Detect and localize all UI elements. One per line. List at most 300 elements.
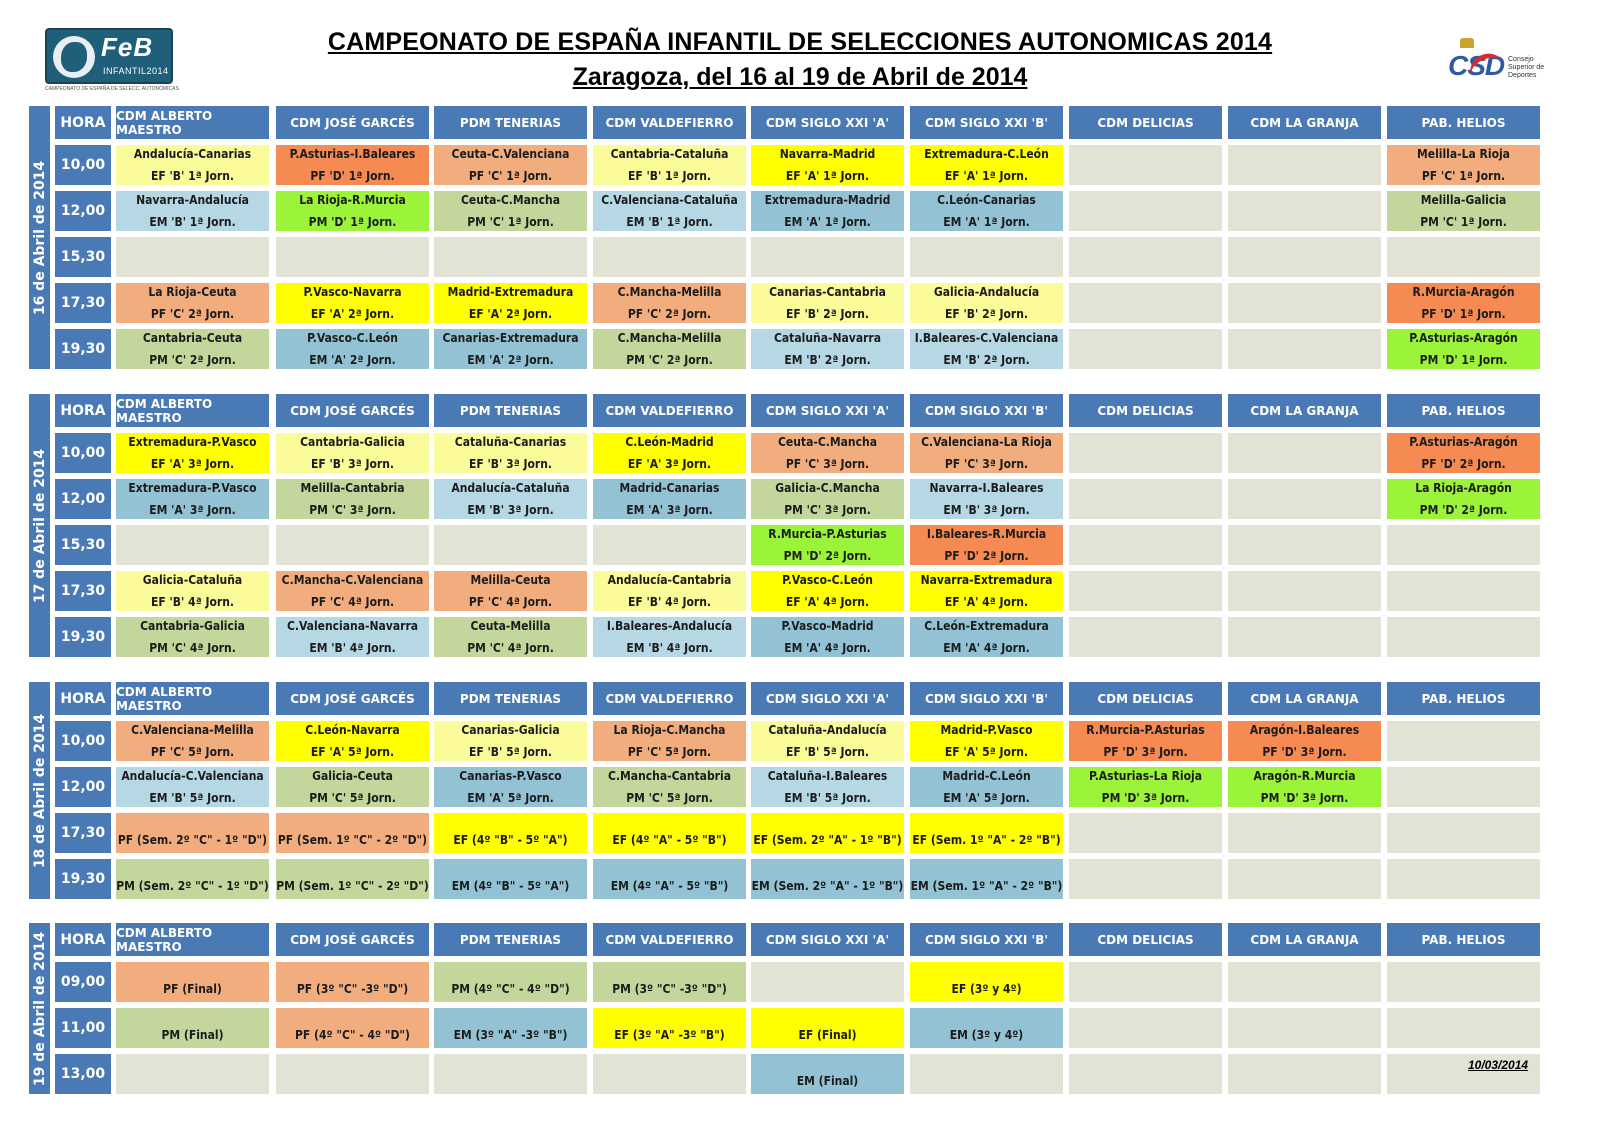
match-group-round: EM 'B' 1ª Jorn. xyxy=(149,215,236,229)
match-teams: I.Baleares-Andalucía xyxy=(606,619,733,633)
empty-slot xyxy=(116,1054,269,1094)
match-teams: Navarra-Madrid xyxy=(779,147,876,161)
venue-header: PAB. HELIOS xyxy=(1387,682,1540,715)
venue-header: CDM ALBERTO MAESTRO xyxy=(116,394,269,427)
match-group-round: EF 'B' 4ª Jorn. xyxy=(150,595,234,609)
match-cell xyxy=(276,767,429,807)
match-cell xyxy=(751,767,904,807)
match-cell xyxy=(910,479,1063,519)
match-teams: Madrid-C.León xyxy=(942,769,1031,783)
empty-slot xyxy=(1228,617,1381,657)
match-cell xyxy=(1069,767,1222,807)
match-cell xyxy=(910,721,1063,761)
venue-header: CDM JOSÉ GARCÉS xyxy=(276,923,429,956)
venue-header: CDM VALDEFIERRO xyxy=(593,106,746,139)
match-cell xyxy=(751,1054,904,1094)
match-teams: I.Baleares-C.Valenciana xyxy=(914,331,1059,345)
match-cell xyxy=(276,813,429,853)
match-cell xyxy=(751,1008,904,1048)
match-cell xyxy=(434,283,587,323)
match-teams: C.Mancha-Cantabria xyxy=(608,769,731,783)
match-cell xyxy=(434,767,587,807)
match-teams: Galicia-Andalucía xyxy=(933,285,1040,299)
match-cell xyxy=(434,191,587,231)
match-cell xyxy=(751,329,904,369)
match-group-round: EF 'A' 3ª Jorn. xyxy=(627,457,712,471)
hora-header: HORA xyxy=(55,394,111,427)
match-cell xyxy=(751,721,904,761)
match-teams: Cataluña-I.Baleares xyxy=(767,769,888,783)
empty-slot xyxy=(1387,571,1540,611)
match-cell xyxy=(910,962,1063,1002)
time-slot: 17,30 xyxy=(55,571,111,611)
match-teams: C.Mancha-Melilla xyxy=(617,285,722,299)
venue-header: CDM SIGLO XXI 'A' xyxy=(751,394,904,427)
match-group-round: EF 'B' 4ª Jorn. xyxy=(627,595,711,609)
venue-header: PAB. HELIOS xyxy=(1387,106,1540,139)
match-teams: Ceuta-C.Valenciana xyxy=(451,147,570,161)
match-teams: Madrid-P.Vasco xyxy=(940,723,1033,737)
empty-slot xyxy=(1228,283,1381,323)
venue-header: PDM TENERIAS xyxy=(434,923,587,956)
match-group-round: PM 'D' 1ª Jorn. xyxy=(1419,353,1508,367)
match-group-round: PF 'C' 5ª Jorn. xyxy=(627,745,712,759)
match-label: PM (Sem. 2º "C" - 1º "D") xyxy=(116,879,269,893)
time-slot: 19,30 xyxy=(55,859,111,899)
match-cell xyxy=(434,962,587,1002)
match-group-round: PM 'C' 3ª Jorn. xyxy=(784,503,871,517)
empty-slot xyxy=(593,1054,746,1094)
match-group-round: EF 'A' 2ª Jorn. xyxy=(468,307,553,321)
match-cell xyxy=(276,479,429,519)
match-group-round: EF 'A' 2ª Jorn. xyxy=(310,307,395,321)
match-cell xyxy=(116,329,269,369)
match-teams: Canarias-Extremadura xyxy=(442,331,579,345)
match-label: EM (Final) xyxy=(796,1074,859,1088)
match-group-round: EM 'A' 1ª Jorn. xyxy=(784,215,871,229)
empty-slot xyxy=(1387,767,1540,807)
empty-slot xyxy=(1387,813,1540,853)
match-cell xyxy=(593,962,746,1002)
day-label-text: 19 de Abril de 2014 xyxy=(31,931,48,1086)
venue-header: CDM SIGLO XXI 'B' xyxy=(910,682,1063,715)
empty-slot xyxy=(116,525,269,565)
empty-slot xyxy=(1228,813,1381,853)
empty-slot xyxy=(910,237,1063,277)
match-teams: Andalucía-C.Valenciana xyxy=(121,769,264,783)
match-teams: Navarra-I.Baleares xyxy=(929,481,1044,495)
match-group-round: EF 'B' 5ª Jorn. xyxy=(468,745,552,759)
venue-header: CDM ALBERTO MAESTRO xyxy=(116,106,269,139)
match-cell xyxy=(116,433,269,473)
empty-slot xyxy=(1387,617,1540,657)
empty-slot xyxy=(1069,617,1222,657)
hora-header: HORA xyxy=(55,923,111,956)
match-cell xyxy=(276,859,429,899)
match-label: PF (Sem. 1º "C" - 2º "D") xyxy=(277,833,428,847)
match-group-round: EM 'A' 2ª Jorn. xyxy=(309,353,396,367)
match-teams: Cantabria-Ceuta xyxy=(142,331,243,345)
match-teams: Canarias-Cantabria xyxy=(769,285,886,299)
match-teams: P.Asturias-Aragón xyxy=(1409,331,1518,345)
time-slot: 15,30 xyxy=(55,237,111,277)
match-teams: Canarias-P.Vasco xyxy=(459,769,562,783)
empty-slot xyxy=(1228,962,1381,1002)
match-cell xyxy=(434,813,587,853)
match-group-round: EM 'A' 4ª Jorn. xyxy=(943,641,1030,655)
venue-header: CDM SIGLO XXI 'A' xyxy=(751,682,904,715)
venue-header: CDM ALBERTO MAESTRO xyxy=(116,923,269,956)
match-group-round: EF 'A' 1ª Jorn. xyxy=(944,169,1029,183)
empty-slot xyxy=(1069,859,1222,899)
empty-slot xyxy=(434,237,587,277)
match-cell xyxy=(116,813,269,853)
match-teams: R.Murcia-P.Asturias xyxy=(1086,723,1205,737)
match-cell xyxy=(910,617,1063,657)
match-cell xyxy=(910,283,1063,323)
empty-slot xyxy=(910,1054,1063,1094)
empty-slot xyxy=(1387,721,1540,761)
match-cell xyxy=(751,479,904,519)
match-teams: P.Vasco-Navarra xyxy=(303,285,402,299)
venue-header: CDM JOSÉ GARCÉS xyxy=(276,682,429,715)
match-group-round: PM 'C' 1ª Jorn. xyxy=(1420,215,1507,229)
time-slot: 12,00 xyxy=(55,767,111,807)
empty-slot xyxy=(1228,237,1381,277)
venue-header: CDM ALBERTO MAESTRO xyxy=(116,682,269,715)
match-teams: Andalucía-Cataluña xyxy=(451,481,570,495)
match-cell xyxy=(116,962,269,1002)
match-cell xyxy=(276,145,429,185)
venue-header: PAB. HELIOS xyxy=(1387,394,1540,427)
match-cell xyxy=(434,145,587,185)
day-label-text: 16 de Abril de 2014 xyxy=(31,160,48,315)
match-cell xyxy=(1387,329,1540,369)
venue-header: PDM TENERIAS xyxy=(434,106,587,139)
match-teams: Extremadura-Madrid xyxy=(764,193,891,207)
match-teams: Galicia-C.Mancha xyxy=(775,481,880,495)
match-group-round: EM 'A' 2ª Jorn. xyxy=(467,353,554,367)
empty-slot xyxy=(276,525,429,565)
match-group-round: PF 'D' 2ª Jorn. xyxy=(1421,457,1506,471)
match-group-round: EM 'B' 3ª Jorn. xyxy=(467,503,554,517)
match-cell xyxy=(593,1008,746,1048)
match-group-round: EM 'B' 5ª Jorn. xyxy=(149,791,236,805)
page-title: CAMPEONATO DE ESPAÑA INFANTIL DE SELECCIONES AUTONOMICAS 2014 xyxy=(327,28,1273,56)
match-teams: Galicia-Ceuta xyxy=(312,769,393,783)
match-group-round: EM 'A' 1ª Jorn. xyxy=(943,215,1030,229)
match-cell xyxy=(593,145,746,185)
match-group-round: EF 'B' 3ª Jorn. xyxy=(468,457,552,471)
venue-header: CDM SIGLO XXI 'A' xyxy=(751,923,904,956)
basketball-player-icon xyxy=(53,36,95,78)
match-group-round: PF 'D' 3ª Jorn. xyxy=(1103,745,1188,759)
match-label: EF (Sem. 1º "A" - 2º "B") xyxy=(912,833,1061,847)
match-cell xyxy=(751,191,904,231)
venue-header: PDM TENERIAS xyxy=(434,394,587,427)
match-group-round: EF 'A' 4ª Jorn. xyxy=(785,595,870,609)
empty-slot xyxy=(1069,145,1222,185)
venue-header: CDM LA GRANJA xyxy=(1228,394,1381,427)
match-teams: Canarias-Galicia xyxy=(461,723,560,737)
match-cell xyxy=(593,283,746,323)
match-cell xyxy=(116,617,269,657)
match-cell xyxy=(593,191,746,231)
empty-slot xyxy=(1228,571,1381,611)
match-cell xyxy=(751,571,904,611)
match-group-round: EM 'B' 4ª Jorn. xyxy=(626,641,713,655)
match-group-round: PM 'C' 2ª Jorn. xyxy=(626,353,713,367)
match-cell xyxy=(751,145,904,185)
match-group-round: PM 'C' 4ª Jorn. xyxy=(149,641,236,655)
empty-slot xyxy=(434,525,587,565)
match-label: PF (3º "C" -3º "D") xyxy=(296,982,409,996)
match-cell xyxy=(751,859,904,899)
empty-slot xyxy=(1387,859,1540,899)
match-group-round: PF 'C' 1ª Jorn. xyxy=(468,169,553,183)
match-cell xyxy=(116,767,269,807)
match-label: EM (4º "B" - 5º "A") xyxy=(451,879,570,893)
match-teams: La Rioja-Aragón xyxy=(1415,481,1512,495)
match-teams: La Rioja-R.Murcia xyxy=(299,193,406,207)
match-group-round: PF 'C' 4ª Jorn. xyxy=(310,595,395,609)
match-teams: Andalucía-Canarias xyxy=(133,147,252,161)
match-cell xyxy=(593,617,746,657)
match-group-round: PF 'C' 5ª Jorn. xyxy=(150,745,235,759)
time-slot: 11,00 xyxy=(55,1008,111,1048)
match-cell xyxy=(593,767,746,807)
match-label: PM (3º "C" -3º "D") xyxy=(612,982,727,996)
match-cell xyxy=(434,721,587,761)
empty-slot xyxy=(1069,962,1222,1002)
match-cell xyxy=(276,1008,429,1048)
page-subtitle: Zaragoza, del 16 al 19 de Abril de 2014 xyxy=(572,63,1028,91)
empty-slot xyxy=(1228,859,1381,899)
match-cell xyxy=(751,525,904,565)
match-cell xyxy=(276,329,429,369)
match-cell xyxy=(1387,433,1540,473)
match-cell xyxy=(434,1008,587,1048)
venue-header: CDM LA GRANJA xyxy=(1228,923,1381,956)
match-group-round: PF 'D' 2ª Jorn. xyxy=(944,549,1029,563)
match-teams: Melilla-Galicia xyxy=(1420,193,1507,207)
empty-slot xyxy=(1069,283,1222,323)
match-label: EF (Final) xyxy=(798,1028,857,1042)
match-label: EM (4º "A" - 5º "B") xyxy=(610,879,729,893)
match-group-round: PF 'C' 2ª Jorn. xyxy=(627,307,712,321)
match-cell xyxy=(434,433,587,473)
match-label: PF (4º "C" - 4º "D") xyxy=(294,1028,410,1042)
match-label: PF (Sem. 2º "C" - 1º "D") xyxy=(117,833,268,847)
venue-header: CDM DELICIAS xyxy=(1069,923,1222,956)
venue-header: CDM DELICIAS xyxy=(1069,394,1222,427)
empty-slot xyxy=(1387,525,1540,565)
match-cell xyxy=(1228,767,1381,807)
match-teams: I.Baleares-R.Murcia xyxy=(926,527,1047,541)
time-slot: 10,00 xyxy=(55,433,111,473)
empty-slot xyxy=(1069,571,1222,611)
match-cell xyxy=(1069,721,1222,761)
match-teams: Extremadura-P.Vasco xyxy=(128,481,257,495)
match-group-round: EF 'A' 4ª Jorn. xyxy=(944,595,1029,609)
match-group-round: PM 'C' 1ª Jorn. xyxy=(467,215,554,229)
match-cell xyxy=(593,479,746,519)
day-label xyxy=(29,106,50,369)
match-cell xyxy=(910,571,1063,611)
match-cell xyxy=(1387,283,1540,323)
time-slot: 13,00 xyxy=(55,1054,111,1094)
empty-slot xyxy=(1069,1008,1222,1048)
match-cell xyxy=(910,433,1063,473)
venue-header: CDM SIGLO XXI 'B' xyxy=(910,106,1063,139)
hora-header: HORA xyxy=(55,682,111,715)
match-teams: Cataluña-Andalucía xyxy=(768,723,887,737)
match-label: PF (Final) xyxy=(163,982,222,996)
match-label: PM (Sem. 1º "C" - 2º "D") xyxy=(276,879,429,893)
match-teams: Aragón-R.Murcia xyxy=(1253,769,1356,783)
match-teams: P.Vasco-C.León xyxy=(782,573,873,587)
match-group-round: EM 'A' 4ª Jorn. xyxy=(784,641,871,655)
match-teams: C.León-Madrid xyxy=(625,435,714,449)
match-label: EM (Sem. 1º "A" - 2º "B") xyxy=(910,879,1063,893)
empty-slot xyxy=(1069,1054,1222,1094)
day-label xyxy=(29,923,50,1094)
match-cell xyxy=(910,813,1063,853)
empty-slot xyxy=(116,237,269,277)
match-teams: Ceuta-C.Mancha xyxy=(461,193,560,207)
empty-slot xyxy=(276,237,429,277)
empty-slot xyxy=(593,525,746,565)
match-cell xyxy=(116,859,269,899)
match-group-round: EF 'A' 5ª Jorn. xyxy=(310,745,395,759)
match-group-round: EF 'B' 5ª Jorn. xyxy=(785,745,869,759)
match-group-round: PM 'C' 5ª Jorn. xyxy=(626,791,713,805)
match-group-round: PF 'C' 4ª Jorn. xyxy=(468,595,553,609)
venue-header: PAB. HELIOS xyxy=(1387,923,1540,956)
empty-slot xyxy=(751,237,904,277)
match-group-round: EM 'B' 2ª Jorn. xyxy=(784,353,871,367)
match-cell xyxy=(1387,145,1540,185)
match-cell xyxy=(593,433,746,473)
match-cell xyxy=(751,617,904,657)
match-cell xyxy=(593,813,746,853)
match-group-round: PF 'C' 2ª Jorn. xyxy=(150,307,235,321)
match-label: EF (4º "B" - 5º "A") xyxy=(453,833,568,847)
match-teams: Navarra-Andalucía xyxy=(136,193,249,207)
match-teams: Cataluña-Canarias xyxy=(454,435,567,449)
match-teams: Andalucía-Cantabria xyxy=(607,573,732,587)
match-cell xyxy=(116,721,269,761)
time-slot: 09,00 xyxy=(55,962,111,1002)
match-cell xyxy=(116,479,269,519)
match-group-round: EF 'A' 5ª Jorn. xyxy=(944,745,1029,759)
match-group-round: EM 'B' 3ª Jorn. xyxy=(943,503,1030,517)
match-teams: Galicia-Cataluña xyxy=(142,573,243,587)
match-teams: Navarra-Extremadura xyxy=(920,573,1053,587)
venue-header: CDM LA GRANJA xyxy=(1228,682,1381,715)
time-slot: 10,00 xyxy=(55,145,111,185)
match-group-round: PF 'C' 3ª Jorn. xyxy=(944,457,1029,471)
match-cell xyxy=(434,571,587,611)
match-cell xyxy=(116,571,269,611)
match-teams: P.Asturias-Aragón xyxy=(1409,435,1518,449)
match-cell xyxy=(434,329,587,369)
match-teams: Madrid-Canarias xyxy=(619,481,720,495)
empty-slot xyxy=(1228,329,1381,369)
match-cell xyxy=(276,617,429,657)
empty-slot xyxy=(1387,962,1540,1002)
match-teams: Cantabria-Galicia xyxy=(300,435,405,449)
empty-slot xyxy=(1069,329,1222,369)
venue-header: CDM VALDEFIERRO xyxy=(593,682,746,715)
match-teams: C.Valenciana-Navarra xyxy=(286,619,419,633)
empty-slot xyxy=(1069,237,1222,277)
empty-slot xyxy=(1387,237,1540,277)
match-cell xyxy=(910,859,1063,899)
match-group-round: PM 'C' 2ª Jorn. xyxy=(149,353,236,367)
match-label: EM (3º "A" -3º "B") xyxy=(453,1028,568,1042)
match-group-round: PM 'D' 2ª Jorn. xyxy=(783,549,872,563)
match-cell xyxy=(910,145,1063,185)
match-group-round: PM 'D' 3ª Jorn. xyxy=(1101,791,1190,805)
match-group-round: EM 'A' 5ª Jorn. xyxy=(943,791,1030,805)
match-cell xyxy=(1387,191,1540,231)
match-group-round: PM 'C' 5ª Jorn. xyxy=(309,791,396,805)
match-cell xyxy=(116,145,269,185)
empty-slot xyxy=(1228,479,1381,519)
match-teams: R.Murcia-Aragón xyxy=(1412,285,1515,299)
match-cell xyxy=(434,479,587,519)
empty-slot xyxy=(434,1054,587,1094)
match-teams: Madrid-Extremadura xyxy=(447,285,574,299)
crown-icon xyxy=(1460,38,1474,48)
match-teams: C.Mancha-C.Valenciana xyxy=(281,573,424,587)
venue-header: CDM DELICIAS xyxy=(1069,106,1222,139)
match-teams: C.Mancha-Melilla xyxy=(617,331,722,345)
venue-header: CDM SIGLO XXI 'A' xyxy=(751,106,904,139)
day-label-text: 18 de Abril de 2014 xyxy=(31,713,48,868)
time-slot: 19,30 xyxy=(55,329,111,369)
match-cell xyxy=(751,283,904,323)
match-cell xyxy=(751,433,904,473)
match-teams: La Rioja-C.Mancha xyxy=(613,723,726,737)
match-teams: R.Murcia-P.Asturias xyxy=(768,527,887,541)
match-label: PM (Final) xyxy=(161,1028,224,1042)
venue-header: CDM LA GRANJA xyxy=(1228,106,1381,139)
empty-slot xyxy=(1069,479,1222,519)
csd-logo: CSD Consejo Superior de Deportes xyxy=(1448,36,1558,96)
match-cell xyxy=(276,721,429,761)
time-slot: 12,00 xyxy=(55,191,111,231)
time-slot: 10,00 xyxy=(55,721,111,761)
match-group-round: PF 'D' 1ª Jorn. xyxy=(310,169,395,183)
match-label: EF (3º y 4º) xyxy=(951,982,1022,996)
match-cell xyxy=(434,859,587,899)
match-group-round: EM 'B' 4ª Jorn. xyxy=(309,641,396,655)
match-cell xyxy=(910,1008,1063,1048)
match-group-round: EF 'A' 3ª Jorn. xyxy=(150,457,235,471)
match-label: PM (4º "C" - 4º "D") xyxy=(451,982,570,996)
match-teams: Extremadura-P.Vasco xyxy=(128,435,257,449)
empty-slot xyxy=(1228,1008,1381,1048)
match-cell xyxy=(593,859,746,899)
match-cell xyxy=(116,191,269,231)
match-teams: Melilla-La Rioja xyxy=(1417,147,1510,161)
match-cell xyxy=(276,962,429,1002)
empty-slot xyxy=(1228,1054,1381,1094)
match-label: EF (4º "A" - 5º "B") xyxy=(612,833,727,847)
empty-slot xyxy=(1387,1008,1540,1048)
